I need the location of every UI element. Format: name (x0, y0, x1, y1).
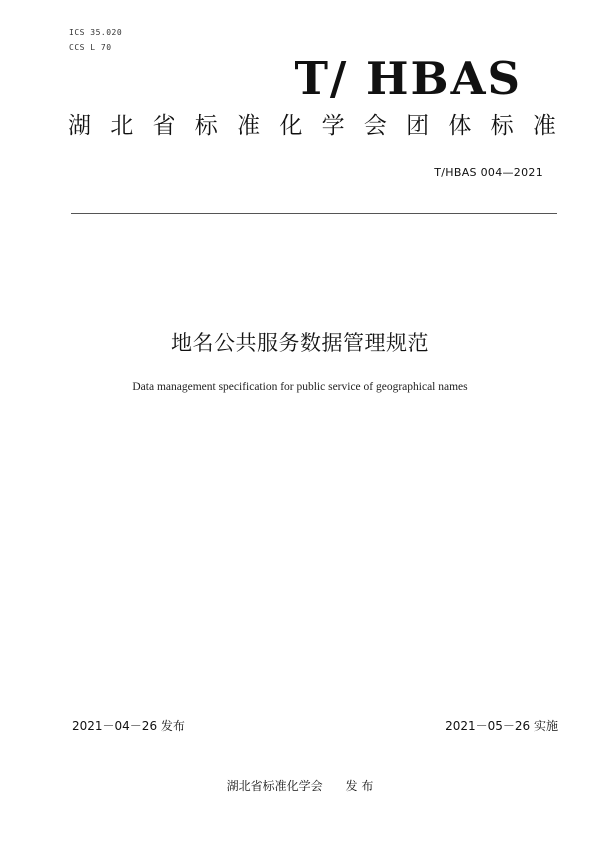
standard-type-char: 会 (363, 113, 387, 139)
standard-number: T/HBAS 004—2021 (434, 166, 543, 179)
issue-date: 2021－04－26 发布 (72, 719, 185, 733)
standard-type-char: 准 (237, 113, 261, 139)
document-title-chinese: 地名公共服务数据管理规范 (171, 331, 429, 355)
standard-type-char: 北 (110, 113, 134, 139)
standard-type-char: 学 (321, 113, 345, 139)
standard-type-char: 体 (448, 113, 472, 139)
ics-code: ICS 35.020 (69, 28, 123, 37)
standard-type-char: 湖 (68, 113, 91, 139)
standard-type-heading (68, 113, 556, 141)
standard-type-char: 标 (194, 113, 218, 139)
standard-type-char: 化 (279, 113, 303, 139)
standard-type-char: 团 (406, 113, 430, 139)
document-title-english: Data management specification for public service of geographical names (132, 381, 468, 393)
standard-type-char: 标 (490, 113, 514, 139)
header-divider (71, 213, 557, 214)
implementation-date: 2021－05－26 实施 (445, 719, 558, 733)
standard-type-char: 准 (532, 113, 556, 139)
standard-brand-logo: T/ HBAS (294, 52, 522, 105)
standard-type-char: 省 (152, 113, 176, 139)
publisher: 湖北省标准化学会 发 布 (226, 779, 374, 793)
ccs-code: CCS L 70 (69, 43, 112, 52)
